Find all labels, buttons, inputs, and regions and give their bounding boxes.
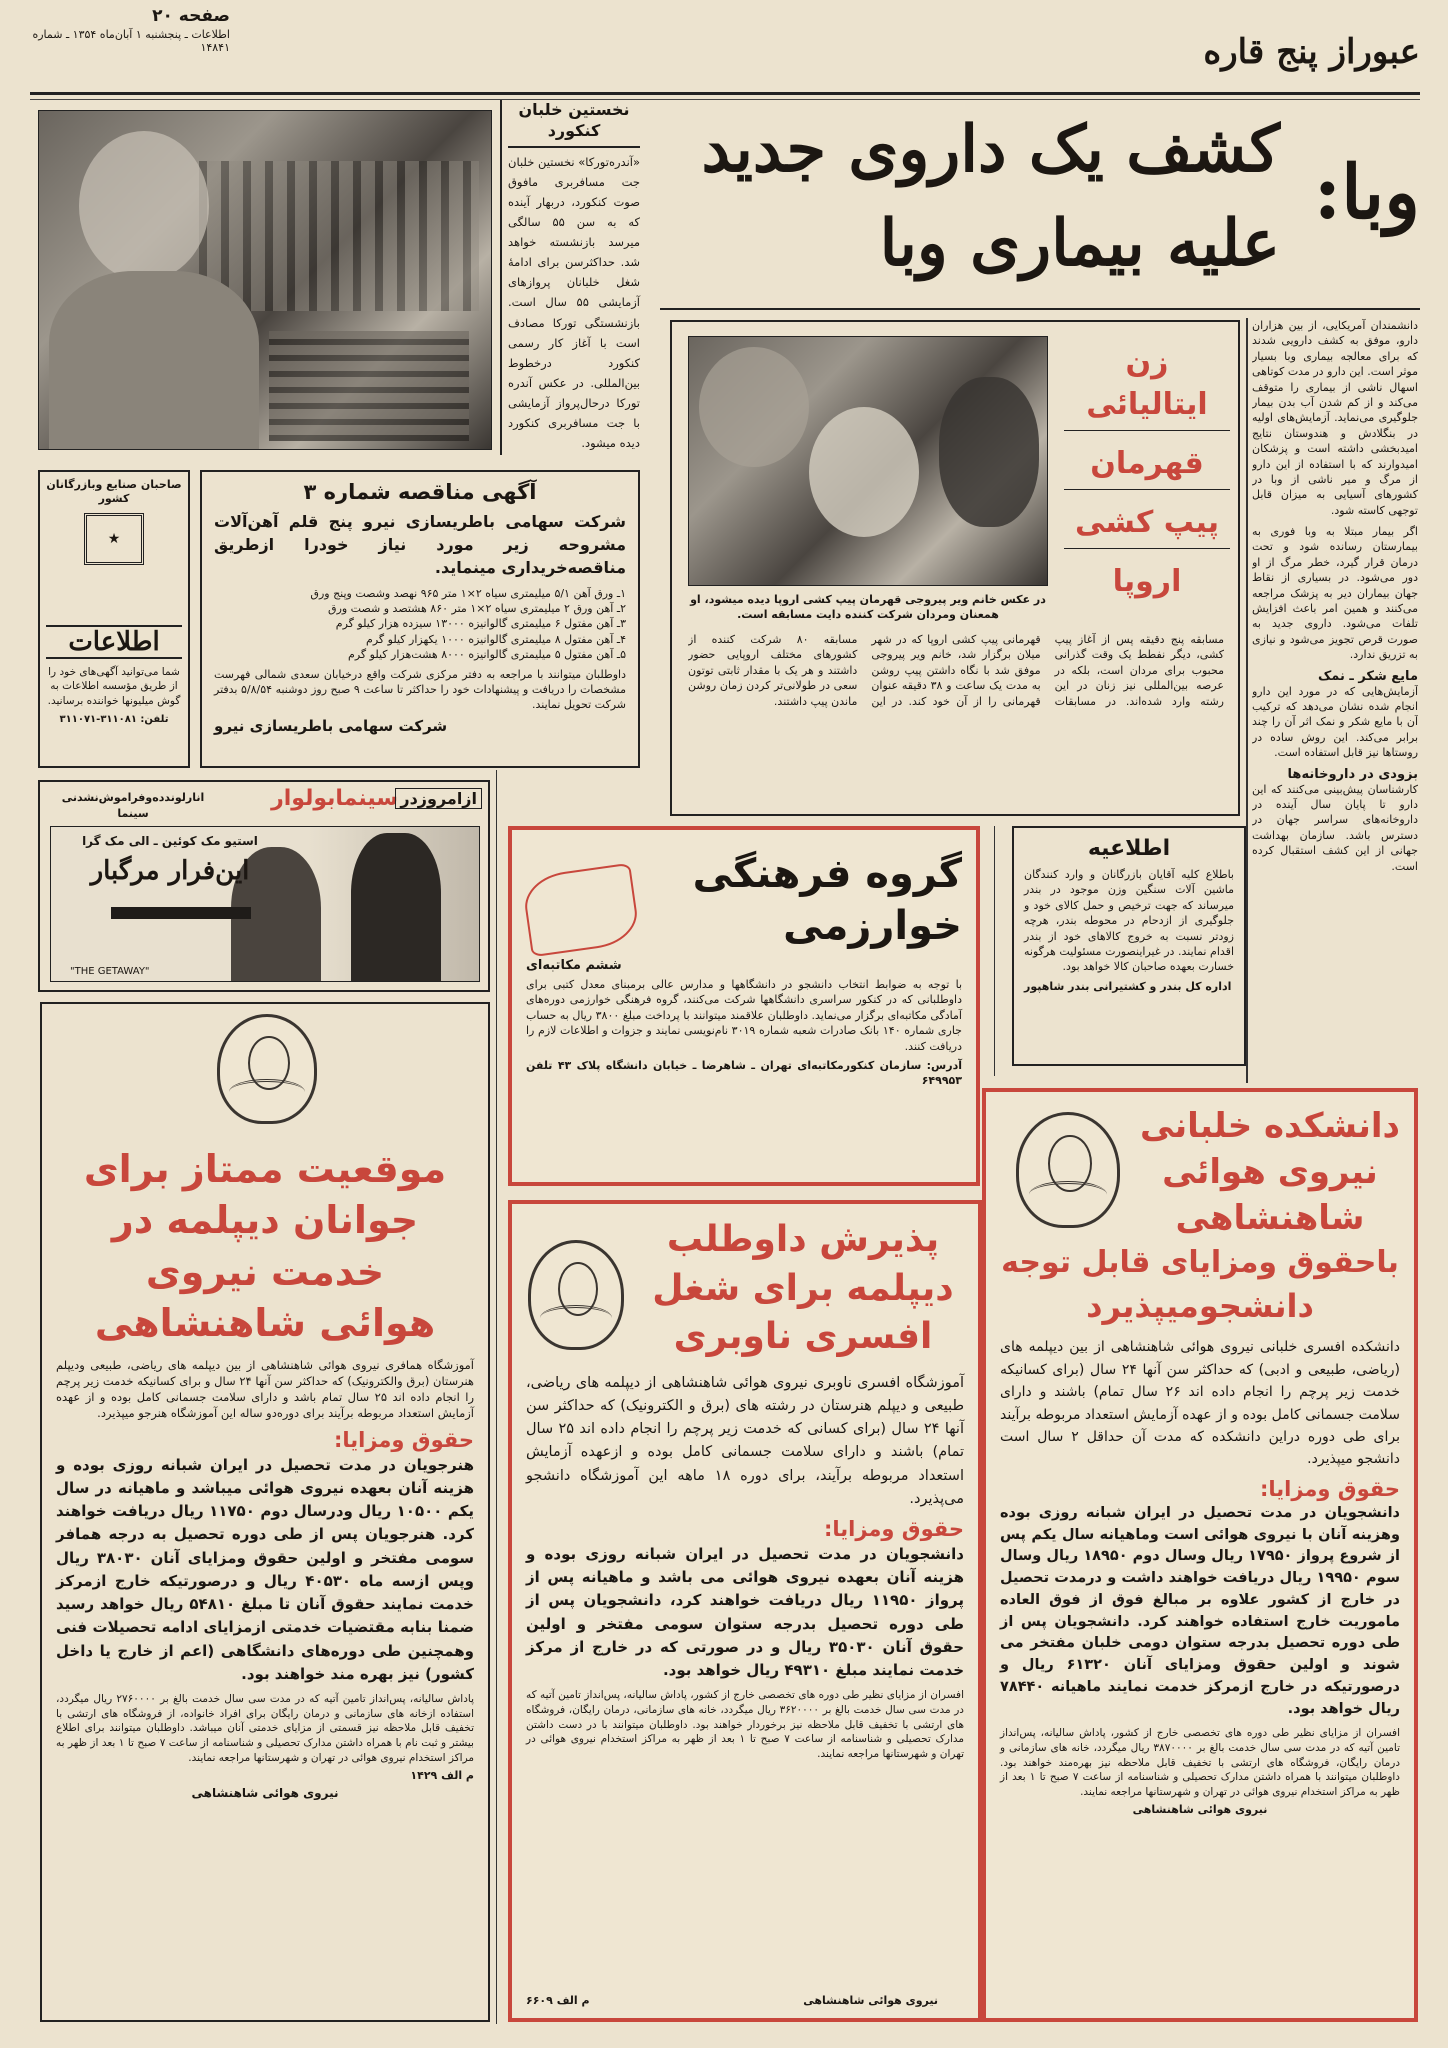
- ad-right-benefits-title: حقوق ومزایا:: [1260, 1476, 1400, 1501]
- main-subhead-2: بزودی در داروخانه‌ها: [1287, 766, 1418, 782]
- main-story-body: دانشمندان آمریکایی، از بین هزاران دارو، موفق به کشف دارویی شدند که برای معالجه بیماری وبا بسیار موثر است. این دارو در مدت کوتاهی اسهال ناشی از بیماری را متوقف می‌کند و از کم شدن آب بدن بیمار جلوگیری می‌نماید. آزمایش‌های اولیه در بنگلادش و هندوستان نتایج امیدبخشی داشته است و پزشکان امیدوارند که با استفاده از این دارو از مرگ و میر ناشی از وبا در کشورهای آسیایی به میزان قابل توجهی کاسته شود.: [1252, 319, 1418, 517]
- ad-middle-benefits: دانشجویان در مدت تحصیل در ایران شبانه روزی بوده و هزینه آنان بعهده نیروی هوائی می باشد و ماهیانه پس از پرواز ۱۱۹۵۰ ریال دریافت خواهند کرد، دانشجویان پس از طی دوره تحصیل بدرجه ستوان سومی مفتخر و اولین حقوق آنان ۳۵۰۳۰ ریال و در صورتی که در خارج از مرکز خدمت نمایند مبلغ ۴۹۳۱۰ ریال خواهد بود.: [526, 1544, 965, 1680]
- air-force-emblem-icon: [528, 1240, 624, 1350]
- pilot-story-body: «آندره‌تورکا» نخستین خلبان جت مسافربری مافوق صوت کنکورد، دربهار آینده که به سن ۵۵ سالگی میرسد بازنشسته خواهد شد. حداکثرسن برای ادامهٔ شغل خلبانان پروازهای آزمایشی ۵۵ سال است. بازنشستگی تورکا مصادف است با آغاز کار رسمی کنکورد درخطوط بین‌المللی. در عکس آندره تورکا درحال‌پرواز آزمایشی با جت مسافربری کنکورد دیده میشود.: [508, 154, 640, 451]
- main-story-body3: آزمایش‌هایی که در مورد این دارو انجام شده نشان می‌دهد که ترکیب آن با مایع شکر و نمک اثر آن را چند برابر می‌کند. این روش ساده در روستاها نیز قابل استفاده است.: [1252, 684, 1418, 760]
- kharazmi-ad: [508, 826, 980, 1186]
- tender-item: ۱ـ ورق آهن ۵/۱ میلیمتری سیاه ۲×۱ متر ۹۶۵ نهصد وشصت وپنج ورق: [310, 586, 626, 600]
- italian-woman-titles: [1064, 342, 1230, 603]
- tender-title: آگهی مناقصه شماره ۳: [303, 480, 537, 504]
- cinema-subtitle: انارلوند‌ده‌وفراموش‌نشدنی سینما: [61, 791, 205, 820]
- film-stars: استیو مک کوئین ـ الی مک گرا: [82, 834, 258, 848]
- italian-title-2: قهرمان: [1064, 431, 1230, 490]
- ad-right-title-2: نیروی هوائی: [1162, 1151, 1378, 1192]
- tender-item: ۴ـ آهن مفتول ۸ میلیمتری گالوانیزه ۱۰۰۰ یکهزار کیلو گرم: [366, 632, 626, 646]
- column-rule-right: [994, 826, 995, 1076]
- ad-right: [982, 1088, 1418, 2022]
- main-kicker: وبا:: [1313, 150, 1420, 236]
- kharazmi-title-1: گروه فرهنگی: [692, 851, 962, 897]
- film-english-title: "THE GETAWAY": [70, 966, 150, 977]
- pilot-story-title: نخستین خلبان کنکورد: [508, 100, 640, 148]
- concorde-cockpit-photo: [38, 110, 492, 450]
- ad-middle-benefits-title: حقوق ومزایا:: [824, 1516, 964, 1541]
- italian-woman-box: [670, 320, 1240, 816]
- ad-left-intro: آموزشگاه همافری نیروی هوائی شاهنشاهی از بین دیپلمه های ریاضی، طبیعی ودیپلم هنرستان (برق والکترونیک) که حداکثر سن آنها ۲۴ سال و برای کسانیکه خدمت زیر پرچم را انجام داده اند ۲۵ سال تمام باشد و دارای سلامت جسمانی کامل بوده و از عهده آزمایش استعداد مربوطه برآیند برای دوره‌دو ساله این آموزشگاه هنرجو میپذیرد.: [56, 1358, 475, 1421]
- ettelaat-emblem-icon: ★: [84, 513, 144, 565]
- notice-title: اطلاعیه: [1087, 836, 1171, 861]
- ad-right-title-3: شاهنشاهی: [1175, 1197, 1365, 1238]
- kharazmi-title-2: خوارزمی: [783, 903, 962, 949]
- main-story-body2: اگر بیمار مبتلا به وبا فوری به بیمارستان رسانده شود و تحت درمان قرار گیرد، خطر مرگ از او دور می‌شود. در بسیاری از نقاط جهان بیماران دیر به پزشک مراجعه می‌کنند و همین امر باعث افزایش تلفات می‌شود. داروی جدید به صورت قرص تجویز می‌شود و نیازی به تزریق ندارد.: [1252, 525, 1418, 662]
- header-rule: [30, 92, 1420, 95]
- main-headline-block: [660, 104, 1420, 304]
- ad-middle-notes: افسران از مزایای نظیر طی دوره های تخصصی خارج از کشور، پاداش سالیانه، پس‌انداز تامین آتیه که در مدت سی سال خدمت بالغ بر ۳۶۲۰۰۰۰ ریال میگردد، خانه های سازمانی، درمان رایگان، فروشگاه های ارتشی با تخفیف قابل ملاحظه نیز برخوردار خواهند بود. داوطلبان میتوانند با در دست داشتن مدارک تحصیلی و شناسنامه از ساعت ۷ صبح تا ۱ بعد از ظهر به مراکز استخدام نیروی هوائی در تهران و شهرستانها مراجعه نمایند.: [526, 1689, 965, 1761]
- ad-right-title-4: باحقوق ومزایای قابل توجه: [1001, 1244, 1399, 1280]
- ad-middle: [508, 1200, 982, 2022]
- cinema-name: سینمابولوار: [271, 786, 398, 811]
- main-headline-line2: علیه بیماری وبا: [879, 206, 1280, 281]
- main-story-body4: کارشناسان پیش‌بینی می‌کنند که این دارو تا پایان سال آینده در داروخانه‌های سراسر جهان در دسترس باشد. سازمان بهداشت جهانی از این کشف استقبال کرده است.: [1252, 782, 1418, 873]
- ad-right-intro: دانشکده افسری خلبانی نیروی هوائی شاهنشاهی از بین دیپلمه های (ریاضی، طبیعی و ادبی) که حداکثر سن آنها ۲۴ سال (برای کسانیکه خدمت زیر پرچم را انجام داده اند ۲۶ سال تمام) باشند و دارای سلامت جسمانی کامل بوده و از عهده آزمایش استعداد مربوطه برآیند برای طی دوره دراین دانشکده که مدت آن حداقل ۲ سال است دانشجو میپذیرد.: [1000, 1339, 1401, 1468]
- cinema-today: ازامروزدر: [395, 788, 482, 809]
- main-subhead-1: مایع شکر ـ نمک: [1317, 668, 1418, 684]
- ettelaat-body: شما می‌توانید آگهی‌های خود را از طریق مؤسسه اطلاعات به گوش میلیونها خواننده برسانید.: [47, 665, 181, 707]
- ad-middle-title-1: پذیرش داوطلب: [666, 1219, 940, 1260]
- pilot-story: [500, 100, 646, 455]
- pipe-photo-caption: در عکس خانم ویر پیروجی قهرمان پیپ کشی اروپا دیده میشود، او همعنان ومردان شرکت کننده دایت مسابقه است.: [690, 593, 1046, 622]
- film-title: این‌فرار مرگبار: [90, 856, 250, 886]
- ad-middle-intro: آموزشگاه افسری ناوبری نیروی هوائی شاهنشاهی از دیپلمه های ریاضی، طبیعی و دیپلم هنرستان در رشته های (برق و الکترونیک) که حداکثر سن آنها ۲۴ سال (برای کسانی که خدمت زیر پرچم را انجام داده اند ۲۵ سال تمام) باشند و دارای سلامت جسمانی کامل بوده و ازعهده آزمایش استعداد مربوطه برآیند، برای دوره ۱۸ ماهه این آموزشگاه دانشجو می‌پذیرد.: [526, 1374, 964, 1507]
- ad-right-signature: نیروی هوائی شاهنشاهی: [1132, 1802, 1268, 1816]
- main-story-column: [1252, 318, 1418, 1083]
- tender-item: ۳ـ آهن مفتول ۶ میلیمتری گالوانیزه ۱۳۰۰۰ سیزده هزار کیلو گرم: [335, 617, 626, 631]
- cinema-ad: [38, 780, 490, 992]
- pipe-smoker-photo: [688, 336, 1048, 586]
- ad-middle-ref: م الف ۶۶۰۹: [526, 1993, 590, 2007]
- ad-middle-signature: نیروی هوائی شاهنشاهی: [803, 1993, 938, 2007]
- right-column-rule: [1246, 318, 1248, 1083]
- notice-signature: اداره کل بندر و کشتیرانی بندر شاهپور: [1024, 979, 1232, 993]
- ad-left: [40, 1002, 490, 2022]
- ad-right-benefits: دانشجویان در مدت تحصیل در ایران شبانه روزی بوده وهزینه آنان با نیروی هوائی است وماهیانه سال یکم پس از شروع پرواز ۱۷۹۵۰ ریال وسال دوم ۱۸۹۵۰ ریال وسال سوم ۱۹۹۵۰ ریال دریافت خواهند داشت و درمدت تحصیل در خارج از کشور علاوه بر مبالغ فوق از فوق العاده ماموریت خارج استفاده خواهند کرد. دانشجویان پس از طی دوره تحصیل بدرجه ستوان دومی خلبان مفتخر می شوند و اولین حقوق ومزایای آنان ۶۱۳۲۰ ریال و درصورتیکه در خارج ازمرکز خدمت نمایند ماهیانه ۷۸۴۴۰ ریال خواهد بود.: [1000, 1504, 1401, 1717]
- kharazmi-body: با توجه به ضوابط انتخاب دانشجو در دانشگاهها و مدارس عالی برمبنای معدل کتبی برای داوطلبانی که در کنکور سراسری دانشگاهها شرکت می‌کنند، گروه فرهنگی خوارزمی دوره‌های آمادگی مکاتبه‌ای برگزار می‌نماید. داوطلبان علاقمند میتوانند با پرداخت مبلغ ۳۸۰۰ ریال به حساب جاری شماره ۱۴۰ بانک صادرات شعبه‌ شماره ۳۰۱۹ نام‌نویسی نمایند و جزوات و اطلاعات لازم را دریافت کنند.: [526, 978, 962, 1053]
- ad-left-notes: پاداش سالیانه، پس‌انداز تامین آتیه که در مدت سی سال خدمت بالغ بر ۲۷۶۰۰۰۰ ریال میگردد، استفاده ازخانه های سازمانی و درمان رایگان برای افراد خانواده، از فروشگاه های ارتشی با تخفیف قابل ملاحظه نیز قسمتی از مزایای خدمتی آنان میباشد. داوطلبان میتوانند برای اطلاع بیشتر و ثبت نام با همراه داشتن مدارک تحصیلی و شناسنامه از ساعت ۷ صبح تا ۱ بعد از ظهر به مراکز استخدام نیروی هوائی در تهران و شهرستانها مراجعه نمایند.: [56, 1693, 474, 1764]
- italian-title-4: اروپا: [1112, 564, 1182, 599]
- headline-rule: [660, 308, 1420, 310]
- kharazmi-address: آدرس: سازمان کنکورمکاتبه‌ای تهران ـ شاهرضا ـ خیابان دانشگاه پلاک ۴۳ تلفن ۶۴۹۹۵۳: [526, 1058, 962, 1088]
- notice-body: باطلاع کلیه آقایان بازرگانان و وارد کنندگان ماشین آلات سنگین وزن موجود در بندر میرساند که جهت ترخیص و حمل کالای خود و جلوگیری از ازدحام در محوطه بندر، هرچه زودتر نسبت به خروج کالاهای خود از بندر اقدام نمایند. در غیراینصورت مسئولیت هرگونه خسارت بعهده صاحبان کالا خواهد بود.: [1024, 868, 1234, 974]
- ettelaat-ad: [38, 470, 190, 768]
- italian-title-3: پیپ کشی: [1064, 490, 1230, 549]
- italian-title-1: زن ایتالیائی: [1064, 342, 1230, 431]
- air-force-emblem-icon: [217, 1014, 317, 1124]
- tender-signature: شرکت سهامی باطریسازی نیرو: [214, 716, 448, 735]
- column-rule-left: [496, 770, 497, 2024]
- ad-left-signature: نیروی هوائی شاهنشاهی: [191, 1785, 339, 1800]
- ad-left-ref: م الف ۱۴۲۹: [410, 1768, 474, 1782]
- ad-middle-title-2: دیپلمه برای شغل: [652, 1267, 954, 1309]
- ad-right-title-5: دانشجومیپذیرد: [1086, 1286, 1314, 1325]
- notice-box: [1012, 826, 1246, 1066]
- main-headline-line1: کشف یک داروی جدید: [701, 112, 1280, 187]
- ad-left-benefits-title: حقوق ومزایا:: [334, 1427, 474, 1452]
- section-title: عبوراز پنج قاره: [1203, 32, 1420, 72]
- ad-left-title-3: خدمت نیروی: [145, 1249, 385, 1294]
- kharazmi-subtitle: ششم مکاتبه‌ای: [526, 958, 622, 973]
- header-rule-thin: [30, 99, 1420, 100]
- ad-left-title-2: جوانان دیپلمه در: [111, 1198, 419, 1243]
- tender-intro: شرکت سهامی باطریسازی نیرو پنج قلم آهن‌آلات مشروحه زیر مورد نیاز خودرا ازطریق مناقصه‌خریداری مینماید.: [214, 512, 626, 578]
- page-label: صفحه ۲۰: [152, 6, 230, 26]
- tender-ad: [200, 470, 640, 768]
- tender-item: ۲ـ آهن ورق ۲ میلیمتری سیاه ۲×۱ متر ۸۶۰ هشتصد و شصت ورق: [328, 601, 626, 615]
- ad-left-title-4: هوائی شاهنشاهی: [94, 1300, 436, 1345]
- ad-right-title-1: دانشکده خلبانی: [1140, 1106, 1400, 1146]
- ad-right-notes: افسران از مزایای نظیر طی دوره های تخصصی خارج از کشور، پاداش سالیانه، پس‌انداز تامین آتیه که در مدت سی سال خدمت بالغ بر ۳۸۷۰۰۰۰ ریال میگردد، خانه های سازمانی و درمان رایگان، فروشگاه های ارتشی با تخفیف قابل ملاحظه نیز بهره‌مند خواهند بود. داوطلبان میتوانند با همراه داشتن مدارک تحصیلی و شناسنامه از ساعت ۷ صبح تا ۱ بعد از ظهر به مراکز استخدام نیروی هوائی در تهران و شهرستانها مراجعه نمایند.: [1000, 1727, 1400, 1799]
- ettelaat-logo-text: اطلاعات: [46, 625, 182, 659]
- tender-item: ۵ـ آهن مفتول ۵ میلیمتری گالوانیزه ۸۰۰۰ هشت‌هزار کیلو گرم: [348, 648, 626, 662]
- date-line: اطلاعات ـ پنجشنبه ۱ آبان‌ماه ۱۳۵۴ ـ شماره ۱۴۸۴۱: [32, 28, 230, 54]
- italian-woman-body: مسابقه پنج دقیقه پس از آغاز پیپ کشی، دیگر نفطط یک وقت گذرانی محبوب برای مردان است، بلکه در عرصه بین‌المللی نیز زنان در این رشته وارد شده‌اند. در مسابقات قهرمانی پیپ کشی اروپا که در شهر میلان برگزار شد، خانم ویر پیروجی موفق شد با نگاه داشتن پیپ روشن به مدت یک ساعت و ۳۸ دقیقه عنوان قهرمانی را از آن خود کند. در این مسابقه ۸۰ شرکت کننده از کشورهای مختلف اروپایی حضور داشتند و هر یک با مقدار ثابتی توتون سعی در طولانی‌تر کردن زمان روشن ماندن پیپ داشتند.: [688, 633, 1224, 708]
- tender-items: [214, 586, 626, 663]
- ad-middle-title-3: افسری ناوبری: [673, 1316, 933, 1358]
- air-force-emblem-icon: [1016, 1112, 1120, 1228]
- tender-terms: داوطلبان میتوانند با مراجعه به دفتر مرکزی شرکت واقع درخیابان سعدی شمالی فهرست مشخصات را دریافت و پیشنهادات خود را حداکثر تا ساعت ۹ صبح روز دوشنبه ۵/۸/۵۴ بدفتر شرکت تحویل نمایند.: [214, 667, 626, 712]
- ad-left-benefits: هنرجویان در مدت تحصیل در ایران شبانه روزی بوده و هزینه آنان بعهده نیروی هوائی میباشد و ماهیانه در سال یکم ۱۰۵۰۰ ریال ودرسال دوم ۱۱۷۵۰ ریال دریافت خواهند کرد. هنرجویان پس از طی دوره تحصیل به درجه همافر سومی مفتخر و اولین حقوق ومزایای آنان ۳۸۰۳۰ ریال وپس ازسه ماه ۴۰۵۳۰ ریال و درصورتیکه خارج ازمرکز خدمت نمایند حقوق آنان تا مبلغ ۵۴۸۱۰ ریال خواهد رسید ضمنا بنابه مقتضیات خدمتی ازمزایای ادامه تحصیلات فنی وهمچنین طی دوره‌های دانشگاهی (اعم از خارج یا داخل کشور) نیز بهره مند خواهند بود.: [56, 1455, 475, 1683]
- ad-left-title-1: موقعیت ممتاز برای: [83, 1147, 447, 1191]
- ettelaat-phone: تلفن: ۳۱۱۰۸۱-۳۱۱۰۷۱: [59, 713, 169, 725]
- getaway-poster: [50, 826, 480, 982]
- ettelaat-heading: صاحبان صنایع وبازرگانان کشور: [46, 478, 182, 506]
